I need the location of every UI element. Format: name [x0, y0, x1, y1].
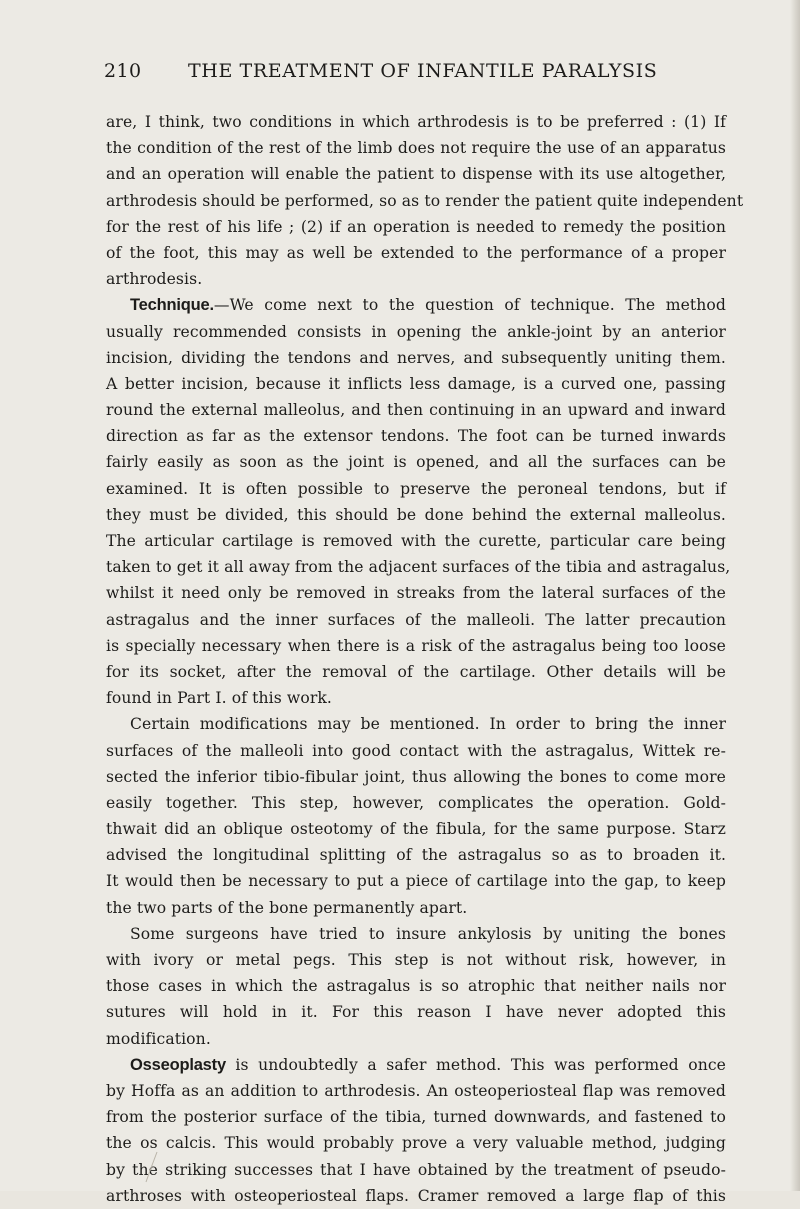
line-text: and an operation will enable the patient to dispense with its use altogether,: [106, 165, 726, 184]
text-line: [106, 1183, 726, 1209]
line-text: sutures will hold in it. For this reason I have never adopted this: [106, 1003, 726, 1022]
line-text: direction as far as the extensor tendons. The foot can be turned inwards: [106, 427, 726, 446]
line-text: the two parts of the bone permanently apart.: [106, 898, 468, 917]
pencil-mark-icon: [140, 1148, 164, 1184]
running-title: THE TREATMENT OF INFANTILE PARALYSIS: [188, 60, 658, 82]
line-text: with ivory or metal pegs. This step is not without risk, however, in: [106, 951, 726, 969]
line-text: surfaces of the malleoli into good contact with the astragalus, Wittek re-: [106, 741, 726, 760]
text-line: [106, 790, 726, 816]
line-text: A better incision, because it inflicts less damage, is a curved one, passing: [106, 374, 726, 393]
line-text: fairly easily as soon as the joint is opened, and all the surfaces can be: [106, 453, 726, 472]
line-text: examined. It is often possible to preserve the peroneal tendons, but if: [106, 479, 726, 498]
text-line: [106, 1104, 726, 1130]
line-text: whilst it need only be removed in streaks from the lateral surfaces of the: [106, 584, 726, 603]
body-text: [106, 109, 744, 1209]
text-line: [106, 1052, 726, 1078]
text-line: [106, 921, 726, 947]
line-text: sected the inferior tibio-fibular joint, thus allowing the bones to come more: [106, 767, 726, 786]
text-line: [106, 895, 726, 921]
line-text: advised the longitudinal splitting of the astragalus so as to broaden it.: [106, 846, 726, 865]
line-text: the condition of the rest of the limb does not require the use of an apparatus: [106, 139, 726, 158]
text-line: [106, 214, 726, 240]
line-text: —We come next to the question of technique. The method: [213, 296, 726, 315]
line-text: of the foot, this may as well be extended to the performance of a proper: [106, 243, 726, 262]
line-text: is specially necessary when there is a risk of the astragalus being too loose: [106, 636, 726, 655]
running-head: [104, 60, 724, 88]
line-text: incision, dividing the tendons and nerves, and subsequently uniting them.: [106, 348, 726, 367]
text-line: [106, 973, 726, 999]
text-line: [106, 1078, 726, 1104]
text-line: [106, 711, 726, 737]
line-text: the os calcis. This would probably prove a very valuable method, judging: [106, 1134, 726, 1153]
text-line: [106, 266, 726, 292]
text-line: [106, 1130, 726, 1156]
line-text: from the posterior surface of the tibia, turned downwards, and fastened to: [106, 1108, 726, 1127]
text-line: [106, 999, 726, 1025]
text-line: [106, 345, 726, 371]
line-text: found in Part I. of this work.: [106, 689, 332, 708]
text-line: [106, 738, 726, 764]
line-text: are, I think, two conditions in which arthrodesis is to be preferred : (1) If: [106, 113, 726, 131]
line-text: Certain modifications may be mentioned. In order to bring the inner: [130, 715, 726, 734]
page-number: 210: [104, 60, 142, 82]
text-line: [106, 685, 726, 711]
line-text: those cases in which the astragalus is so atrophic that neither nails nor: [106, 977, 726, 996]
text-line: [106, 816, 726, 842]
line-text: they must be divided, this should be done behind the external malleolus.: [106, 505, 726, 524]
text-line: [106, 371, 726, 397]
line-text: by Hoffa as an addition to arthrodesis. An osteoperiosteal flap was removed: [106, 1081, 726, 1100]
text-line: [106, 659, 726, 685]
text-line: [106, 947, 726, 973]
line-text: Some surgeons have tried to insure ankylosis by uniting the bones: [130, 924, 726, 943]
line-text: usually recommended consists in opening the ankle-joint by an anterior: [106, 322, 726, 341]
text-line: [106, 188, 744, 214]
text-line: [106, 1157, 726, 1183]
text-line: [106, 868, 726, 894]
text-line: [106, 423, 726, 449]
line-text: arthrodesis.: [106, 270, 203, 289]
text-line: [106, 161, 726, 187]
line-text: round the external malleolus, and then continuing in an upward and inward: [106, 401, 726, 420]
line-text: thwait did an oblique osteotomy of the fibula, for the same purpose. Starz: [106, 820, 726, 839]
section-side-heading: Osseoplasty: [130, 1055, 226, 1074]
text-line: [106, 633, 726, 659]
line-text: astragalus and the inner surfaces of the malleoli. The latter precaution: [106, 610, 726, 629]
line-text: easily together. This step, however, complicates the operation. Gold-: [106, 793, 726, 812]
text-line: [106, 292, 726, 318]
text-line: [106, 135, 726, 161]
text-line: [106, 240, 726, 266]
line-text: for the rest of his life ; (2) if an operation is needed to remedy the position: [106, 217, 726, 236]
text-line: [106, 397, 726, 423]
line-text: for its socket, after the removal of the cartilage. Other details will be: [106, 662, 726, 681]
line-text: The articular cartilage is removed with the curette, particular care being: [106, 532, 726, 550]
line-text: arthrodesis should be performed, so as to render the patient quite independent: [106, 191, 744, 210]
text-line: [106, 528, 726, 554]
line-text: is undoubtedly a safer method. This was performed once: [225, 1055, 726, 1074]
text-line: [106, 109, 726, 135]
text-line: [106, 842, 726, 868]
line-text: modification.: [106, 1029, 211, 1048]
section-side-heading: Technique.: [130, 296, 214, 315]
line-text: taken to get it all away from the adjacent surfaces of the tibia and astragalus,: [106, 558, 731, 577]
text-line: [106, 580, 726, 606]
line-text: by the striking successes that I have obtained by the treatment of pseudo-: [106, 1160, 726, 1179]
line-text: arthroses with osteoperiosteal flaps. Cramer removed a large flap of this: [106, 1186, 726, 1205]
text-line: [106, 319, 726, 345]
text-line: [106, 554, 731, 580]
text-line: [106, 764, 726, 790]
text-line: [106, 607, 726, 633]
page-edge-shadow: [790, 0, 800, 1191]
text-line: [106, 449, 726, 475]
text-line: [106, 1026, 726, 1052]
text-line: [106, 502, 726, 528]
line-text: It would then be necessary to put a piece of cartilage into the gap, to keep: [106, 872, 726, 891]
text-line: [106, 476, 726, 502]
